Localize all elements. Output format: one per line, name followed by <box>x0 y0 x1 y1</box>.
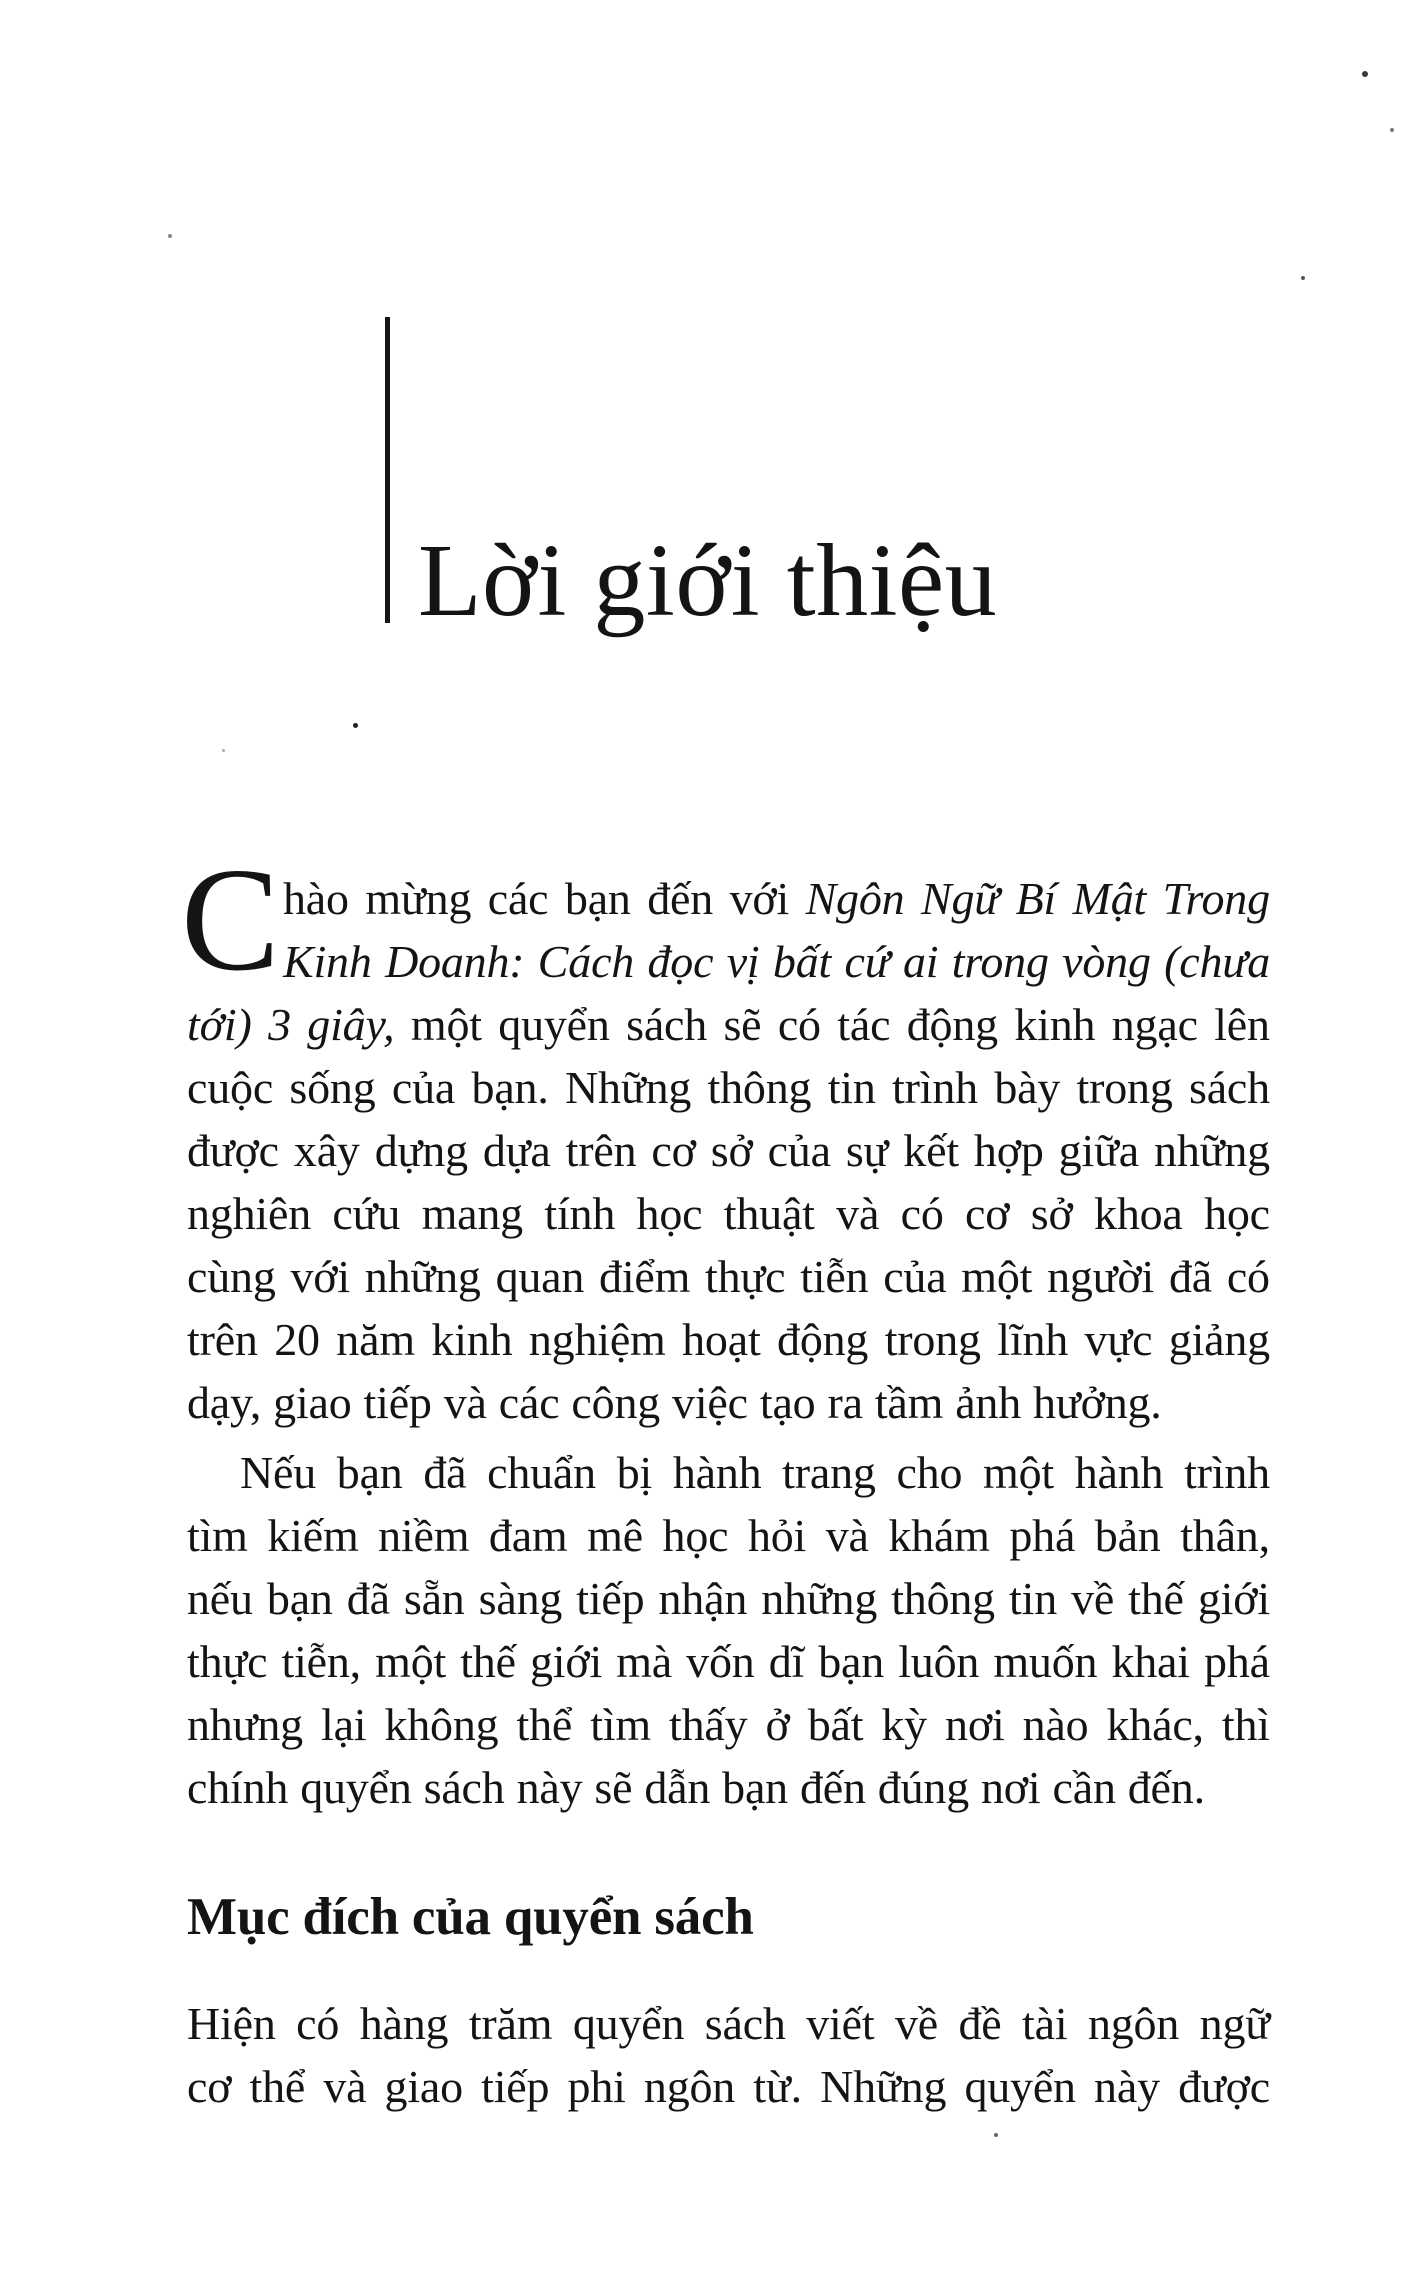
word: vốn <box>686 1636 755 1687</box>
word: đến <box>799 1762 866 1813</box>
word: Những <box>820 2061 947 2112</box>
word: kinh <box>431 1314 513 1365</box>
word: đọc <box>647 936 714 987</box>
word: trăm <box>468 1998 553 2049</box>
word: lên <box>1214 999 1270 1050</box>
word: đến <box>647 873 714 924</box>
word: nào <box>1022 1699 1089 1750</box>
word: sở <box>1030 1188 1073 1239</box>
word: bất <box>807 1699 864 1750</box>
word: phá <box>1009 1510 1076 1561</box>
text-line <box>187 1999 1270 2057</box>
word: việc <box>672 1377 748 1428</box>
word: thông <box>707 1062 812 1113</box>
word: tài <box>1022 1998 1068 2049</box>
word: đã <box>346 1573 390 1624</box>
word: thế <box>460 1636 516 1687</box>
word: hào <box>283 873 349 924</box>
word: có <box>1226 1251 1270 1302</box>
word: công <box>571 1377 661 1428</box>
word: nơi <box>981 1762 1041 1813</box>
word: khoa <box>1094 1188 1183 1239</box>
word: của <box>883 1251 947 1302</box>
word: trong <box>1076 1062 1173 1113</box>
word: ngữ <box>1199 1998 1270 2049</box>
word: tác <box>837 999 891 1050</box>
word: khác, <box>1106 1699 1204 1750</box>
word: ngôn <box>643 2061 736 2112</box>
text-line <box>283 937 1270 995</box>
word: giao <box>273 1377 352 1428</box>
word: Những <box>565 1062 692 1113</box>
word: giảng <box>1168 1314 1270 1365</box>
word: thuật <box>723 1188 815 1239</box>
word: nghiệm <box>528 1314 666 1365</box>
word: bạn. <box>471 1062 549 1113</box>
word: và <box>323 2061 367 2112</box>
word: cơ <box>651 1125 696 1176</box>
word: của <box>767 1125 831 1176</box>
text-line <box>187 1189 1270 1247</box>
word: trong <box>884 1314 981 1365</box>
word: ngôn <box>1087 1998 1180 2049</box>
word: hưởng. <box>1033 1377 1162 1428</box>
word: bạn <box>336 1447 403 1498</box>
scan-speck <box>168 234 172 238</box>
text-line <box>187 1511 1270 1569</box>
word: bị <box>616 1447 653 1498</box>
word: động <box>777 1314 869 1365</box>
word: vòng <box>1062 936 1151 987</box>
word: thực <box>187 1636 268 1687</box>
page-title: Lời giới thiệu <box>418 523 998 638</box>
word: Ngôn <box>805 873 905 924</box>
word: mang <box>421 1188 523 1239</box>
word: giao <box>384 2061 463 2112</box>
word: mừng <box>365 873 472 924</box>
word: một <box>961 1251 1033 1302</box>
word: người <box>1047 1251 1155 1302</box>
word: và <box>825 1510 869 1561</box>
word: sẽ <box>723 999 762 1050</box>
word: quyển <box>300 1762 412 1813</box>
word: sẵn <box>403 1573 465 1624</box>
word: tiếp <box>481 2061 550 2112</box>
word: kết <box>903 1125 959 1176</box>
word: hành <box>1074 1447 1164 1498</box>
word: niềm <box>378 1510 470 1561</box>
word: bất <box>772 936 832 987</box>
word: sự <box>845 1125 889 1176</box>
word: bạn <box>266 1573 333 1624</box>
text-line <box>187 1000 1270 1058</box>
word: lĩnh <box>997 1314 1069 1365</box>
drop-cap: C <box>181 838 280 1002</box>
word: Nếu <box>240 1447 317 1498</box>
word: đúng <box>877 1762 969 1813</box>
word: Hiện <box>187 1998 276 2049</box>
word: sách <box>1189 1062 1270 1113</box>
word: Mật <box>1072 873 1147 924</box>
text-line <box>187 1063 1270 1121</box>
word: phá <box>1204 1636 1270 1687</box>
scan-speck <box>1390 128 1394 132</box>
word: vực <box>1084 1314 1153 1365</box>
word: thông <box>891 1573 995 1624</box>
word: không <box>384 1699 499 1750</box>
word: này <box>516 1762 583 1813</box>
word: ai <box>903 936 939 987</box>
text-line <box>187 2062 1270 2120</box>
word: trên <box>187 1314 258 1365</box>
word: muốn <box>993 1636 1098 1687</box>
title-rule <box>385 317 390 623</box>
text-line <box>187 1574 1270 1632</box>
word: khám <box>888 1510 990 1561</box>
word: dĩ <box>768 1636 805 1687</box>
word: ra <box>827 1377 863 1428</box>
word: tới) <box>187 999 252 1050</box>
word: điểm <box>599 1251 691 1302</box>
word: năm <box>336 1314 415 1365</box>
word: tìm <box>590 1699 651 1750</box>
word: khai <box>1111 1636 1190 1687</box>
word: có <box>777 999 821 1050</box>
word: quyển <box>498 999 610 1050</box>
word: một <box>983 1447 1054 1498</box>
word: thực <box>705 1251 786 1302</box>
word: hợp <box>973 1125 1044 1176</box>
word: mê <box>587 1510 643 1561</box>
word: trang <box>782 1447 876 1498</box>
word: bạn <box>818 1636 885 1687</box>
word: tin <box>1009 1573 1057 1624</box>
word: giới <box>1197 1573 1270 1624</box>
word: một <box>375 1636 447 1687</box>
word: những <box>761 1573 878 1624</box>
word: những <box>364 1251 481 1302</box>
section-heading: Mục đích của quyển sách <box>187 1888 754 1946</box>
word: trên <box>565 1125 637 1176</box>
word: tiếp <box>363 1377 432 1428</box>
word: thể <box>516 1699 573 1750</box>
word: nhận <box>658 1573 748 1624</box>
word: sàng <box>478 1573 563 1624</box>
word: nhưng <box>187 1699 303 1750</box>
word: lại <box>321 1699 367 1750</box>
word: thì <box>1221 1699 1270 1750</box>
text-line <box>187 1126 1270 1184</box>
word: cứu <box>332 1188 401 1239</box>
word: 20 <box>274 1314 320 1365</box>
word: bày <box>994 1062 1061 1113</box>
text-line <box>187 1700 1270 1758</box>
word: với <box>729 873 790 924</box>
word: kỳ <box>881 1699 927 1750</box>
word: trình <box>1184 1447 1270 1498</box>
word: học <box>636 1188 703 1239</box>
word: giới <box>529 1636 603 1687</box>
word: sách <box>704 1998 786 2049</box>
word: ngạc <box>1111 999 1198 1050</box>
word: tiễn, <box>281 1636 361 1687</box>
word: chính <box>187 1762 289 1813</box>
text-line <box>187 1252 1270 1310</box>
word: giây, <box>307 999 395 1050</box>
word: được <box>1178 2061 1270 2112</box>
word: Trong <box>1162 873 1270 924</box>
scan-speck <box>1301 276 1305 280</box>
text-line <box>240 1448 1270 1506</box>
word: được <box>187 1125 279 1176</box>
word: xây <box>293 1125 360 1176</box>
word: học <box>662 1510 729 1561</box>
word: Cách <box>537 936 635 987</box>
word: về <box>1071 1573 1115 1624</box>
word: ảnh <box>955 1377 1022 1428</box>
word: tạo <box>759 1377 816 1428</box>
word: và <box>443 1377 487 1428</box>
word: đã <box>423 1447 467 1498</box>
text-line <box>187 1378 1270 1436</box>
word: trong <box>951 936 1049 987</box>
scan-speck <box>222 749 225 752</box>
word: luôn <box>898 1636 980 1687</box>
word: kinh <box>1014 999 1096 1050</box>
text-line <box>283 874 1270 932</box>
word: thế <box>1128 1573 1184 1624</box>
word: cuộc <box>187 1062 274 1113</box>
word: quyển <box>964 2061 1076 2112</box>
word: dạy, <box>187 1377 262 1428</box>
word: này <box>1094 2061 1160 2112</box>
word: tin <box>827 1062 876 1113</box>
word: sẽ <box>594 1762 633 1813</box>
word: các <box>498 1377 560 1428</box>
word: động <box>906 999 998 1050</box>
word: có <box>296 1998 340 2049</box>
word: cùng <box>187 1251 276 1302</box>
word: một <box>410 999 482 1050</box>
word: và <box>836 1188 880 1239</box>
word: đến. <box>1127 1762 1205 1813</box>
word: sống <box>289 1062 376 1113</box>
word: giữa <box>1058 1125 1140 1176</box>
word: nghiên <box>187 1188 311 1239</box>
word: bạn <box>722 1762 788 1813</box>
word: tiễn <box>800 1251 869 1302</box>
word: đam <box>488 1510 568 1561</box>
word: ở <box>765 1699 790 1750</box>
word: dựng <box>374 1125 468 1176</box>
text-line <box>187 1637 1270 1695</box>
word: với <box>290 1251 350 1302</box>
word: nơi <box>945 1699 1005 1750</box>
word: kiếm <box>267 1510 359 1561</box>
word: của <box>391 1062 456 1113</box>
word: đề <box>958 1998 1002 2049</box>
word: cơ <box>965 1188 1010 1239</box>
scan-speck <box>1362 71 1368 77</box>
word: cơ <box>187 2061 232 2112</box>
word: bản <box>1094 1510 1161 1561</box>
word: sở <box>710 1125 753 1176</box>
word: tìm <box>187 1510 248 1561</box>
word: (chưa <box>1164 936 1270 987</box>
word: những <box>1154 1125 1270 1176</box>
word: hoạt <box>682 1314 761 1365</box>
word: vị <box>726 936 760 987</box>
text-line <box>187 1763 1270 1821</box>
word: sách <box>626 999 708 1050</box>
word: 3 <box>268 999 291 1050</box>
scan-speck <box>994 2133 998 2137</box>
word: sách <box>423 1762 505 1813</box>
word: dựa <box>482 1125 551 1176</box>
word: hành <box>672 1447 762 1498</box>
word: cần <box>1052 1762 1116 1813</box>
word: mà <box>616 1636 673 1687</box>
word: đã <box>1168 1251 1212 1302</box>
word: nếu <box>187 1573 253 1624</box>
word: viết <box>806 1998 875 2049</box>
word: thấy <box>669 1699 748 1750</box>
word: trình <box>892 1062 978 1113</box>
word: thể <box>249 2061 306 2112</box>
word: cho <box>896 1447 963 1498</box>
word: dẫn <box>644 1762 711 1813</box>
word: Bí <box>1015 873 1057 924</box>
word: hàng <box>359 1998 449 2049</box>
word: Doanh: <box>385 936 525 987</box>
word: hỏi <box>747 1510 807 1561</box>
word: Ngữ <box>920 873 1000 924</box>
word: quan <box>495 1251 585 1302</box>
word: bạn <box>564 873 631 924</box>
word: chuẩn <box>487 1447 596 1498</box>
word: các <box>487 873 549 924</box>
word: tầm <box>874 1377 944 1428</box>
word: từ. <box>753 2061 802 2112</box>
word: tiếp <box>576 1573 645 1624</box>
word: có <box>900 1188 944 1239</box>
word: Kinh <box>283 936 372 987</box>
word: tính <box>544 1188 616 1239</box>
scan-speck <box>353 723 358 728</box>
word: quyển <box>572 1998 685 2049</box>
word: cứ <box>844 936 890 987</box>
word: học <box>1204 1188 1270 1239</box>
text-line <box>187 1315 1270 1373</box>
word: thân, <box>1180 1510 1270 1561</box>
word: phi <box>567 2061 626 2112</box>
word: về <box>894 1998 938 2049</box>
